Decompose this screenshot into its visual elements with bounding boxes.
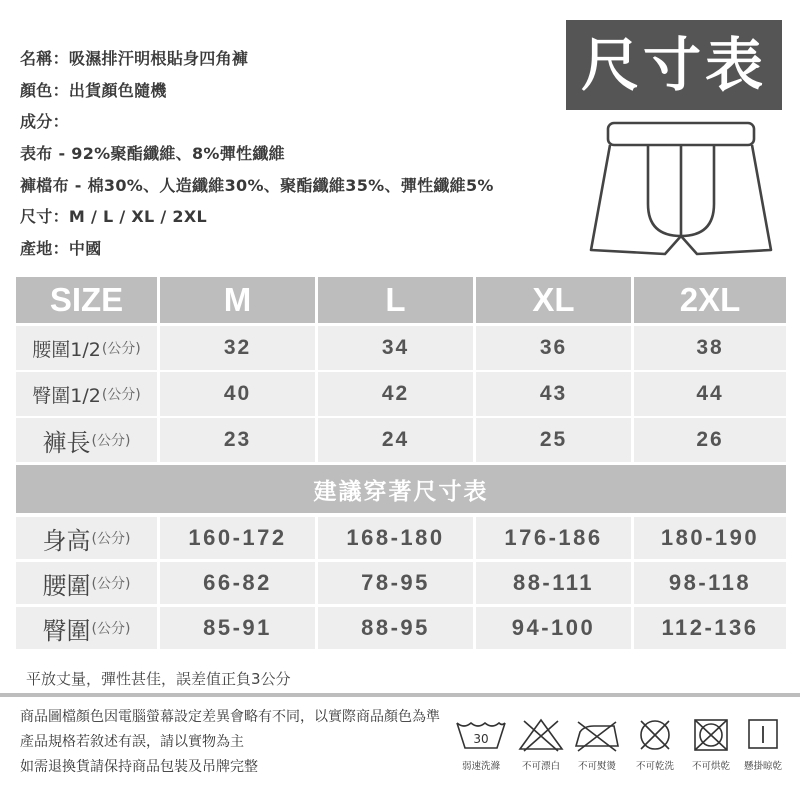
suggest-value-cell: 88-95 — [318, 607, 473, 649]
suggest-value-cell: 66-82 — [160, 562, 315, 604]
unit-text: (公分) — [91, 433, 131, 449]
size-value-cell: 26 — [634, 418, 786, 462]
suggest-row-label — [16, 562, 157, 604]
product-outer-fabric: 表布 - 92%聚酯纖維、8%彈性纖維 — [20, 144, 285, 164]
size-value-cell: 36 — [476, 326, 631, 370]
care-label: 不可乾洗 — [635, 761, 674, 772]
size-value-cell: 32 — [160, 326, 315, 370]
suggest-value-cell: 94-100 — [476, 607, 631, 649]
suggest-row-label — [16, 517, 157, 559]
size-value-cell: 34 — [318, 326, 473, 370]
size-row-label — [16, 418, 157, 462]
hang-dry-icon — [736, 718, 790, 752]
care-label: 不可烘乾 — [691, 761, 730, 772]
wash-30-icon — [454, 718, 508, 752]
product-name: 名稱：吸濕排汗明根貼身四角褲 — [20, 49, 249, 68]
care-label: 不可漂白 — [521, 761, 560, 772]
suggest-value-cell: 160-172 — [160, 517, 315, 559]
size-column-header: M — [160, 277, 315, 323]
size-value-cell: 42 — [318, 372, 473, 416]
size-chart-banner: 尺寸表 — [566, 20, 782, 110]
product-info — [20, 47, 494, 269]
suggest-value-cell: 88-111 — [476, 562, 631, 604]
suggest-value-cell: 85-91 — [160, 607, 315, 649]
suggest-row-label — [16, 607, 157, 649]
size-row-label — [16, 372, 157, 416]
care-label: 懸掛晾乾 — [743, 761, 782, 772]
row-label-text: 臀圍 — [42, 616, 91, 645]
size-column-header: 2XL — [634, 277, 786, 323]
wash-temperature: 30 — [473, 732, 489, 746]
care-label: 不可熨燙 — [577, 761, 616, 772]
care-wash — [452, 718, 510, 772]
care-bleach — [512, 718, 570, 772]
row-label-text: 腰圍1/2 — [32, 338, 101, 361]
unit-text: (公分) — [101, 341, 141, 357]
row-label-text: 身高 — [42, 526, 91, 555]
disclaimer-line: 如需退換貨請保持商品包裝及吊牌完整 — [20, 759, 258, 775]
size-value-cell: 43 — [476, 372, 631, 416]
unit-text: (公分) — [91, 621, 131, 637]
row-label-text: 腰圍 — [42, 571, 91, 600]
disclaimer-line: 產品規格若敘述有誤，請以實物為主 — [20, 734, 244, 750]
row-label-text: 褲長 — [42, 428, 91, 457]
size-value-cell: 24 — [318, 418, 473, 462]
disclaimer-line: 商品圖檔顏色因電腦螢幕設定差異會略有不同，以實際商品顏色為準 — [20, 709, 440, 725]
size-column-header: L — [318, 277, 473, 323]
care-tumble-dry — [682, 718, 740, 772]
product-crotch-fabric: 褲檔布 - 棉30%、人造纖維30%、聚酯纖維35%、彈性纖維5% — [20, 175, 494, 195]
divider — [0, 693, 800, 697]
boxer-shorts-icon — [583, 118, 779, 264]
size-value-cell: 38 — [634, 326, 786, 370]
suggest-value-cell: 176-186 — [476, 517, 631, 559]
product-color: 顏色：出貨顏色隨機 — [20, 80, 167, 100]
unit-text: (公分) — [101, 387, 141, 403]
product-composition: 成分： — [20, 112, 69, 132]
measurement-note: 平放丈量，彈性甚佳，誤差值正負3公分 — [26, 670, 291, 688]
row-label-text: 臀圍1/2 — [32, 384, 101, 407]
size-value-cell: 23 — [160, 418, 315, 462]
size-column-header: XL — [476, 277, 631, 323]
product-sizes: 尺寸：M / L / XL / 2XL — [20, 207, 207, 227]
size-row-label — [16, 326, 157, 370]
size-value-cell: 40 — [160, 372, 315, 416]
suggest-value-cell: 78-95 — [318, 562, 473, 604]
suggest-value-cell: 168-180 — [318, 517, 473, 559]
care-label: 弱速洗滌 — [461, 761, 500, 772]
suggest-table-title: 建議穿著尺寸表 — [16, 465, 786, 513]
no-bleach-icon — [514, 718, 568, 752]
no-tumble-dry-icon — [684, 718, 738, 752]
disclaimer — [20, 706, 440, 781]
suggest-value-cell: 98-118 — [634, 562, 786, 604]
no-dry-clean-icon — [628, 718, 682, 752]
care-hang-dry — [734, 718, 792, 772]
unit-text: (公分) — [91, 531, 131, 547]
no-iron-icon — [570, 718, 624, 752]
suggest-value-cell: 112-136 — [634, 607, 786, 649]
care-dry-clean — [626, 718, 684, 772]
product-origin: 產地：中國 — [20, 239, 102, 259]
unit-text: (公分) — [91, 576, 131, 592]
size-value-cell: 25 — [476, 418, 631, 462]
size-header: SIZE — [16, 277, 157, 323]
care-iron — [568, 718, 626, 772]
size-value-cell: 44 — [634, 372, 786, 416]
suggest-value-cell: 180-190 — [634, 517, 786, 559]
